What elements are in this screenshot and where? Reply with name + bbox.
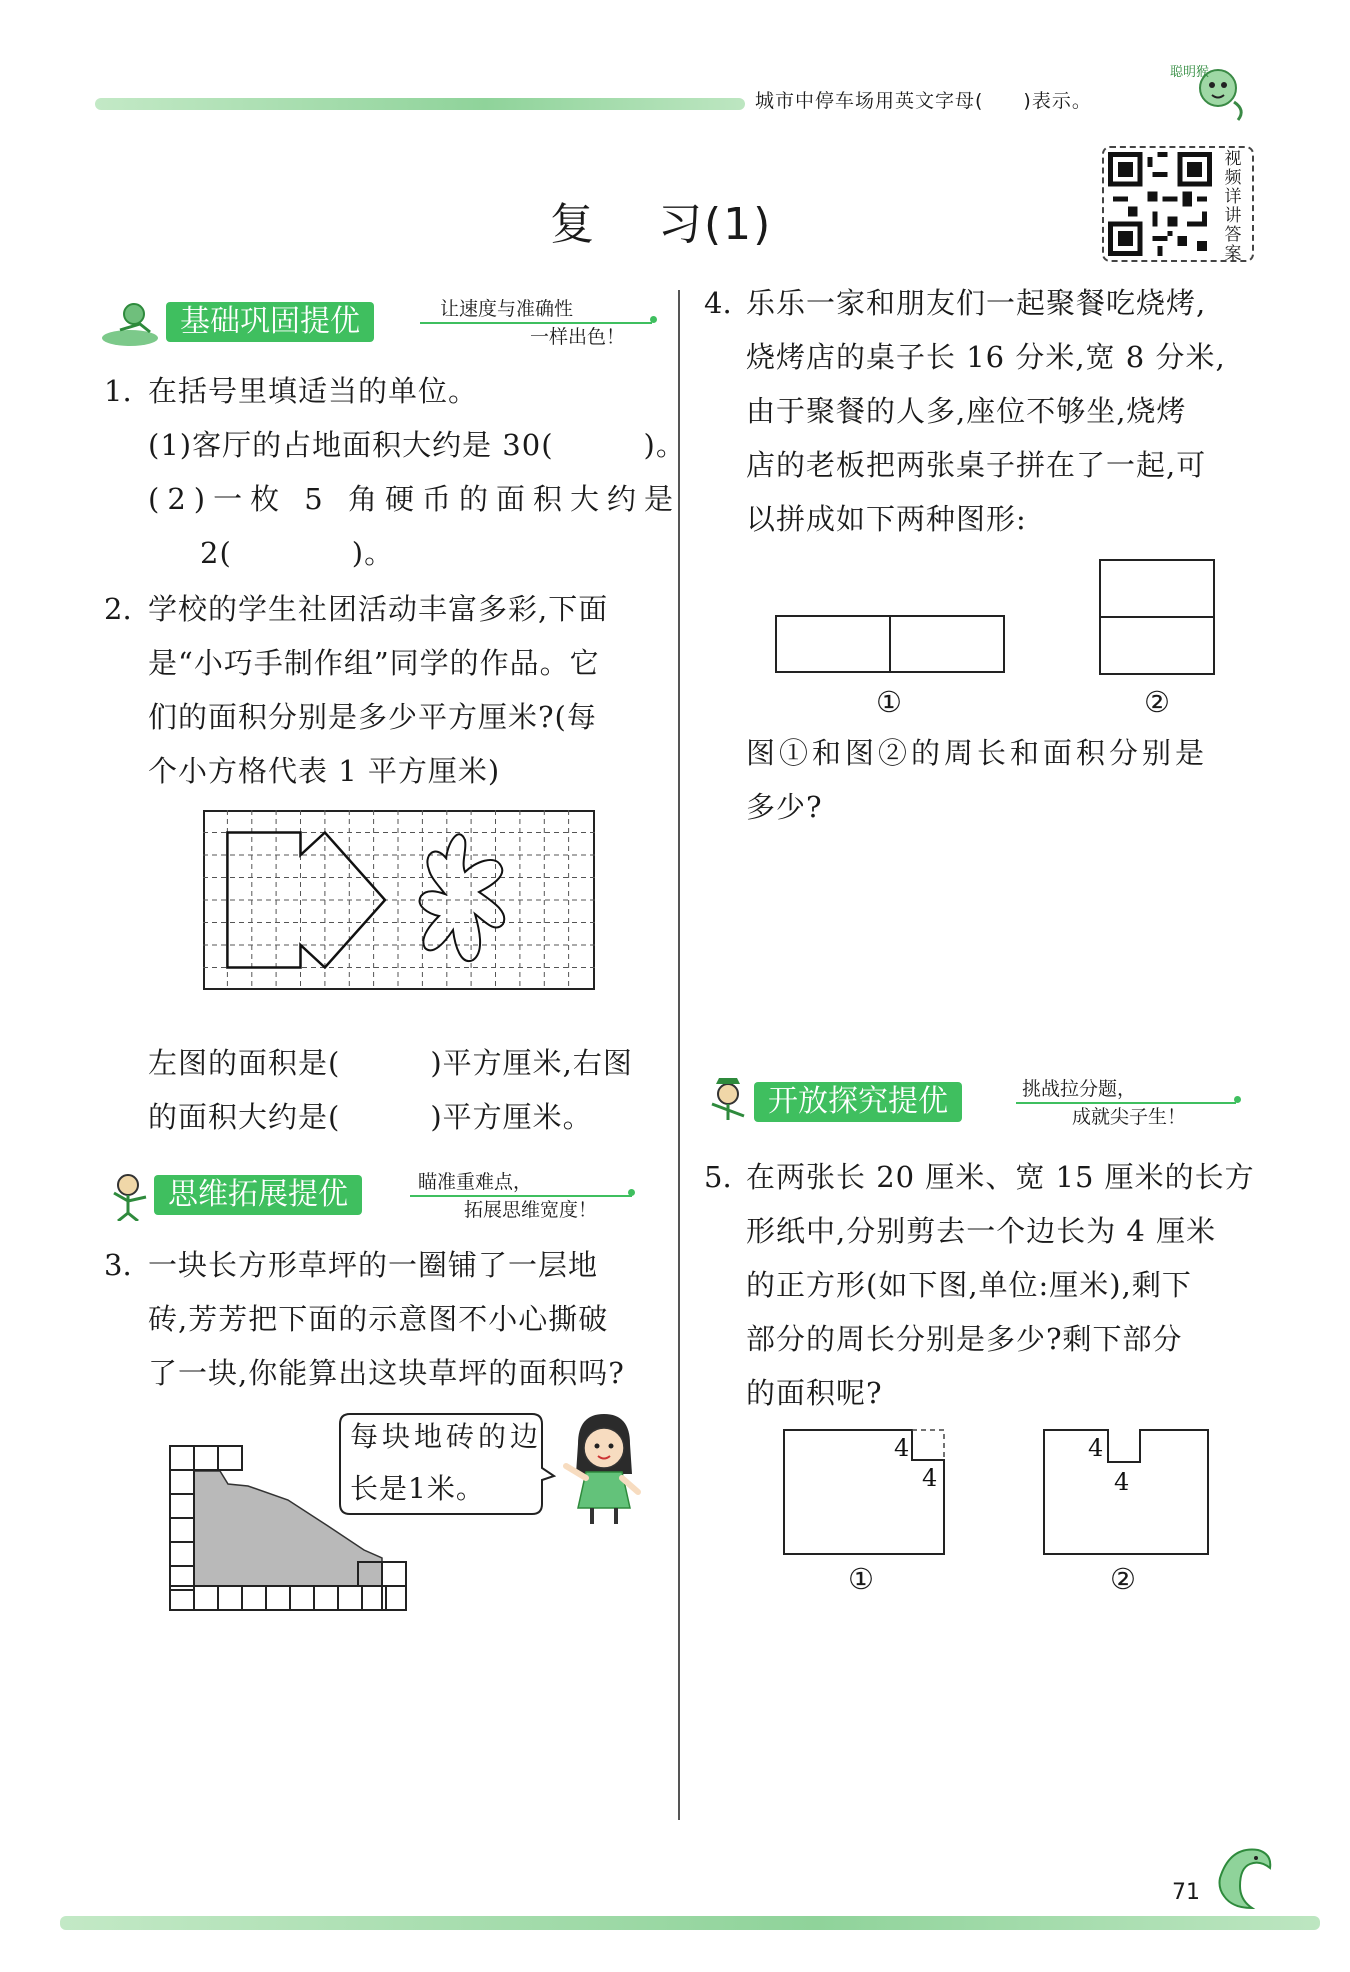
q2-answer-line1: 左图的面积是( )平方厘米,右图	[148, 1046, 633, 1080]
q1-number: 1.	[104, 374, 132, 408]
q1-sub1: (1)客厅的占地面积大约是 30( )。	[148, 428, 686, 462]
section-label-thinking: 思维拓展提优	[154, 1175, 362, 1215]
q5-paper-figure-1	[782, 1428, 962, 1558]
q5-figure-2-label: ②	[1110, 1562, 1137, 1596]
section-label-open: 开放探究提优	[754, 1082, 962, 1122]
q2-number: 2.	[104, 592, 132, 626]
monkey-mascot-icon	[1168, 58, 1248, 126]
q4-table-figure-2	[1098, 558, 1216, 676]
section-slogan-thinking-1: 瞄准重难点，	[418, 1171, 533, 1193]
q1-sub2: (2)一枚 5 角硬币的面积大约是	[148, 482, 681, 516]
girl-character-icon	[558, 1408, 648, 1528]
runner-mascot-icon	[100, 298, 166, 348]
header-stripe	[95, 98, 745, 110]
q5-line3: 的正方形(如下图,单位:厘米),剩下	[746, 1268, 1192, 1302]
page-title: 复 习(1)	[550, 199, 773, 250]
q2-line3: 们的面积分别是多少平方厘米?(每	[148, 700, 597, 734]
q5-number: 5.	[704, 1160, 732, 1194]
q4-table-figure-1	[774, 614, 1006, 674]
mascot-text: 聪明猴	[1170, 65, 1210, 80]
section-slogan-open-2: 成就尖子生！	[1072, 1106, 1187, 1128]
q2-line4: 个小方格代表 1 平方厘米)	[148, 754, 501, 788]
q4-figure-1-label: ①	[876, 685, 903, 719]
q4-figure-2-label: ②	[1144, 685, 1171, 719]
section-slogan-basic-1: 让速度与准确性	[440, 298, 574, 320]
q5-fig1-dim-b: 4	[922, 1464, 938, 1492]
q5-line4: 部分的周长分别是多少?剩下部分	[746, 1322, 1183, 1356]
q2-answer-line2: 的面积大约是( )平方厘米。	[148, 1100, 593, 1134]
q5-fig2-dim-b: 4	[1114, 1468, 1130, 1496]
q3-number: 3.	[104, 1248, 132, 1282]
q3-line1: 一块长方形草坪的一圈铺了一层地	[148, 1248, 599, 1282]
q2-line2: 是“小巧手制作组”同学的作品。它	[148, 646, 600, 680]
q2-grid-figure	[203, 810, 595, 990]
q4-ask-line1: 图①和图②的周长和面积分别是	[746, 736, 1209, 770]
q5-line1: 在两张长 20 厘米、宽 15 厘米的长方	[746, 1160, 1255, 1194]
q4-line2: 烧烤店的桌子长 16 分米,宽 8 分米,	[746, 340, 1226, 374]
q1-sub2b: 2( )。	[200, 536, 395, 570]
footer-stripe	[60, 1916, 1320, 1930]
q5-fig2-dim-a: 4	[1088, 1434, 1104, 1462]
page-number: 71	[1172, 1880, 1200, 1905]
q4-ask-line2: 多少?	[746, 790, 823, 824]
qr-label: 视频详讲答案	[1224, 149, 1242, 264]
q4-line3: 由于聚餐的人多,座位不够坐,烧烤	[746, 394, 1187, 428]
section-banner-thinking	[100, 1171, 640, 1221]
qr-code-icon[interactable]	[1108, 152, 1212, 256]
q4-line5: 以拼成如下两种图形:	[746, 502, 1027, 536]
q4-line4: 店的老板把两张桌子拼在了一起,可	[746, 448, 1207, 482]
section-banner-basic	[100, 298, 660, 348]
section-banner-open	[700, 1078, 1245, 1128]
q2-line1: 学校的学生社团活动丰富多彩,下面	[148, 592, 609, 626]
q5-fig1-dim-a: 4	[894, 1434, 910, 1462]
q4-number: 4.	[704, 286, 732, 320]
header-tip: 城市中停车场用英文字母( )表示。	[755, 90, 1092, 112]
section-slogan-open-1: 挑战拉分题，	[1022, 1078, 1137, 1100]
section-slogan-thinking-2: 拓展思维宽度！	[464, 1199, 598, 1221]
q3-line2: 砖,芳芳把下面的示意图不小心撕破	[148, 1302, 609, 1336]
q3-line3: 了一块,你能算出这块草坪的面积吗?	[148, 1356, 625, 1390]
section-slogan-basic-2: 一样出色！	[530, 326, 626, 348]
q5-figure-1-label: ①	[848, 1562, 875, 1596]
dolphin-icon	[1210, 1838, 1280, 1918]
q5-line2: 形纸中,分别剪去一个边长为 4 厘米	[746, 1214, 1217, 1248]
bubble-text-1: 每块地砖的边	[350, 1420, 543, 1453]
q5-paper-figure-2	[1042, 1428, 1210, 1558]
q5-line5: 的面积呢?	[746, 1376, 883, 1410]
q4-line1: 乐乐一家和朋友们一起聚餐吃烧烤,	[746, 286, 1207, 320]
q1-text: 在括号里填适当的单位。	[148, 374, 479, 408]
section-label-basic: 基础巩固提优	[166, 302, 374, 342]
bubble-text-2: 长是1米。	[350, 1472, 485, 1505]
